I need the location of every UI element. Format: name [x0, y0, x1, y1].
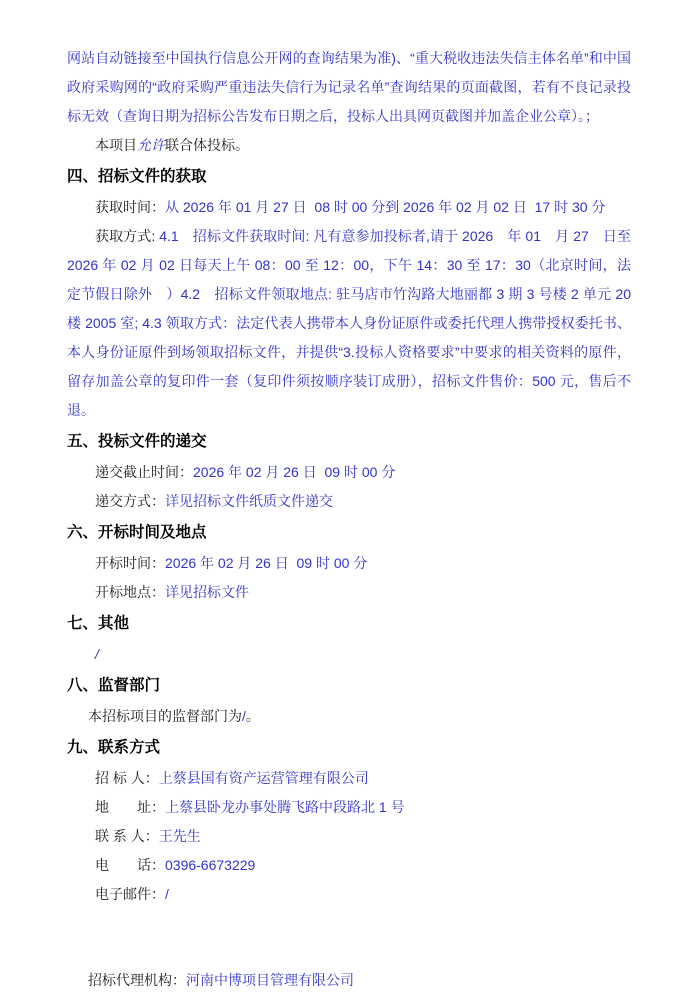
opening-place-label: 开标地点：: [95, 584, 165, 600]
intro-paragraph: [67, 44, 631, 131]
obtain-method-label: 获取方式:: [95, 228, 156, 244]
opening-time-line: [67, 549, 631, 578]
obtain-time-line: [67, 193, 631, 222]
opening-place-value: 详见招标文件: [165, 584, 249, 600]
consortium-line: [67, 131, 631, 160]
contact-row-person: [67, 822, 631, 851]
intro-continuation-text: 网站自动链接至中国执行信息公开网的查询结果为准)、“重大税收违法失信主体名单”和中国政府采购网的“政府采购严重违法失信行为记录名单”查询结果的页面截图，若有不良记录投标无效（查询日期为招标公告发布日期之后，投标人出具网页截图并加盖企业公章）。；: [67, 50, 631, 124]
agency-value: 河南中博项目管理有限公司: [186, 972, 354, 988]
contact-row-email: [67, 880, 631, 909]
supervision-suffix: 。: [245, 708, 260, 724]
opening-place-line: [67, 578, 631, 607]
supervision-value: /: [242, 708, 246, 724]
phone-label: 电 话：: [95, 857, 165, 873]
submission-deadline-label: 递交截止时间：: [95, 464, 193, 480]
address-label: 地 址：: [95, 799, 165, 815]
consortium-suffix: 联合体投标。: [165, 137, 249, 153]
other-value: /: [95, 646, 99, 662]
consortium-highlight: 允许: [137, 137, 165, 153]
section-heading-contact: 九、联系方式: [67, 739, 161, 756]
supervision-prefix: 本招标项目的监督部门为: [88, 708, 242, 724]
email-label: 电子邮件：: [95, 886, 165, 902]
submission-deadline-line: [67, 458, 631, 487]
other-value-line: [67, 640, 631, 669]
contact-person-label: 联 系 人：: [95, 828, 159, 844]
obtain-method-value: 4.1 招标文件获取时间: 凡有意参加投标者,请于 2026 年 01 月 27 日至 2026 年 02 月 02 日每天上午 08：00 至 12：00，下午 14：30 至 17：30（北京时间，法定节假日除外 ）4.2 招标文件领取地点: 驻马店市竹沟路大地丽都 3 期 3 号楼 2 单元 20 楼 2005 室; 4.3 领取方式：法定代表人携带本人身份证原件或委托代理人携带授权委托书、本人身份证原件到场领取招标文件，并提供“3.投标人资格要求”中要求的相关资料的原件，留存加盖公章的复印件一套（复印件须按顺序装订成册），招标文件售价：500 元，售后不退。: [67, 228, 635, 418]
opening-time-label: 开标时间：: [95, 555, 165, 571]
section-heading-bid-submission: 五、投标文件的递交: [67, 433, 207, 450]
section-heading-obtain-documents: 四、招标文件的获取: [67, 168, 207, 185]
contact-row-tenderer: [67, 764, 631, 793]
obtain-method-paragraph: [67, 222, 635, 425]
phone-value: 0396-6673229: [165, 857, 256, 873]
contact-person-value: 王先生: [158, 828, 201, 844]
submission-method-label: 递交方式：: [95, 493, 165, 509]
section-heading-bid-opening: 六、开标时间及地点: [67, 524, 207, 541]
opening-time-value: 2026 年 02 月 26 日 09 时 00 分: [165, 555, 368, 571]
consortium-prefix: 本项目: [95, 137, 137, 153]
section-heading-other: 七、其他: [67, 615, 130, 632]
agency-line: [67, 966, 631, 995]
obtain-time-label: 获取时间：: [95, 199, 165, 215]
tenderer-value: 上蔡县国有资产运营管理有限公司: [158, 770, 369, 786]
contact-row-address: [67, 793, 631, 822]
tenderer-label: 招 标 人：: [95, 770, 159, 786]
submission-method-line: [67, 487, 631, 516]
section-heading-supervision: 八、监督部门: [67, 677, 161, 694]
contact-row-phone: [67, 851, 631, 880]
email-value: /: [165, 886, 169, 902]
obtain-time-value: 从 2026 年 01 月 27 日 08 时 00 分到 2026 年 02 月 02 日 17 时 30 分: [165, 199, 606, 215]
submission-deadline-value: 2026 年 02 月 26 日 09 时 00 分: [193, 464, 396, 480]
supervision-line: [67, 702, 631, 731]
address-value: 上蔡县卧龙办事处腾飞路中段路北 1 号: [165, 799, 405, 815]
submission-method-value: 详见招标文件纸质文件递交: [165, 493, 333, 509]
agency-label: 招标代理机构：: [88, 972, 186, 988]
